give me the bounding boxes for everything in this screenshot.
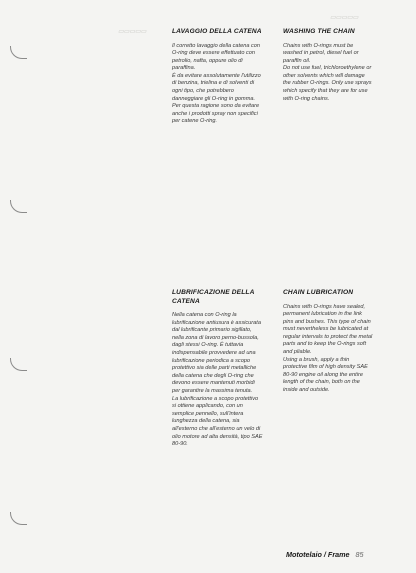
page-number: 85 (355, 550, 364, 559)
bleed-through-mark: ▭▭▭▭▭ (330, 15, 359, 21)
binder-hole-2 (10, 200, 27, 213)
section-heading: CHAIN LUBRICATION (283, 289, 354, 296)
bleed-through-mark: ▭▭▭▭▭ (118, 29, 147, 35)
section-lubrication-en (283, 289, 391, 395)
binder-hole-4 (10, 512, 27, 525)
section-heading: WASHING THE CHAIN (283, 28, 355, 35)
section-heading: LAVAGGIO DELLA CATENA (172, 28, 262, 35)
section-body: Il corretto lavaggio della catena con O-ring deve essere effettuato con petrolio, nafta, oppure olio di paraffina. È da evitare assolutamente l'utilizzo di benzina, trielina e di solventi di ogni tipo, che potrebbero danneggiare gli O-ring in gomma. Per questa ragione sono da evitare anche i prodotti spray non specifici per catene O-ring. (172, 42, 261, 125)
section-body: Chains with O-rings must be washed in petrol, diesel fuel or paraffin oil. Do not use fuel, trichloroethylene or other solvents which will damage the rubber O-rings. Only use sprays which specify that they are for use with O-ring chains. (283, 42, 372, 102)
section-washing-it (172, 28, 280, 126)
section-heading: LUBRIFICAZIONE DELLA CATENA (172, 289, 255, 305)
page-footer (286, 550, 364, 559)
section-lubrication-it (172, 289, 280, 449)
binder-hole-3 (10, 358, 27, 371)
section-body: Chains with O-rings have sealed, permanent lubrication in the link pins and bushes. This type of chain must nevertheless be lubricated at regular intervals to protect the metal parts and to keep the O-rings soft and pliable. Using a brush, apply a thin protective film of high density SAE 80-90 engine oil along the entire length of the chain, both on the inside and outside. (283, 303, 373, 394)
section-washing-en (283, 28, 391, 103)
footer-title: Mototelaio / Frame (286, 550, 350, 559)
section-body: Nella catena con O-ring la lubrificazione antiusura è assicurata dal lubrificante primario sigillato, nella zona di lavoro perno-bussola, dagli stessi O-ring. È tuttavia indispensabile provvedere ad una lubrificazione periodica a scopo protettivo sia delle parti metalliche della catena che degli O-ring che devono essere mantenuti morbidi per garantire la massima tenuta. La lubrificazione a scopo protettivo si ottiene applicando, con un semplice pennello, sull'intera lunghezza della catena, sia all'esterno che all'esterno un velo di olio motore ad alta densità, tipo SAE 80-90. (172, 312, 263, 448)
binder-hole-1 (10, 46, 27, 59)
